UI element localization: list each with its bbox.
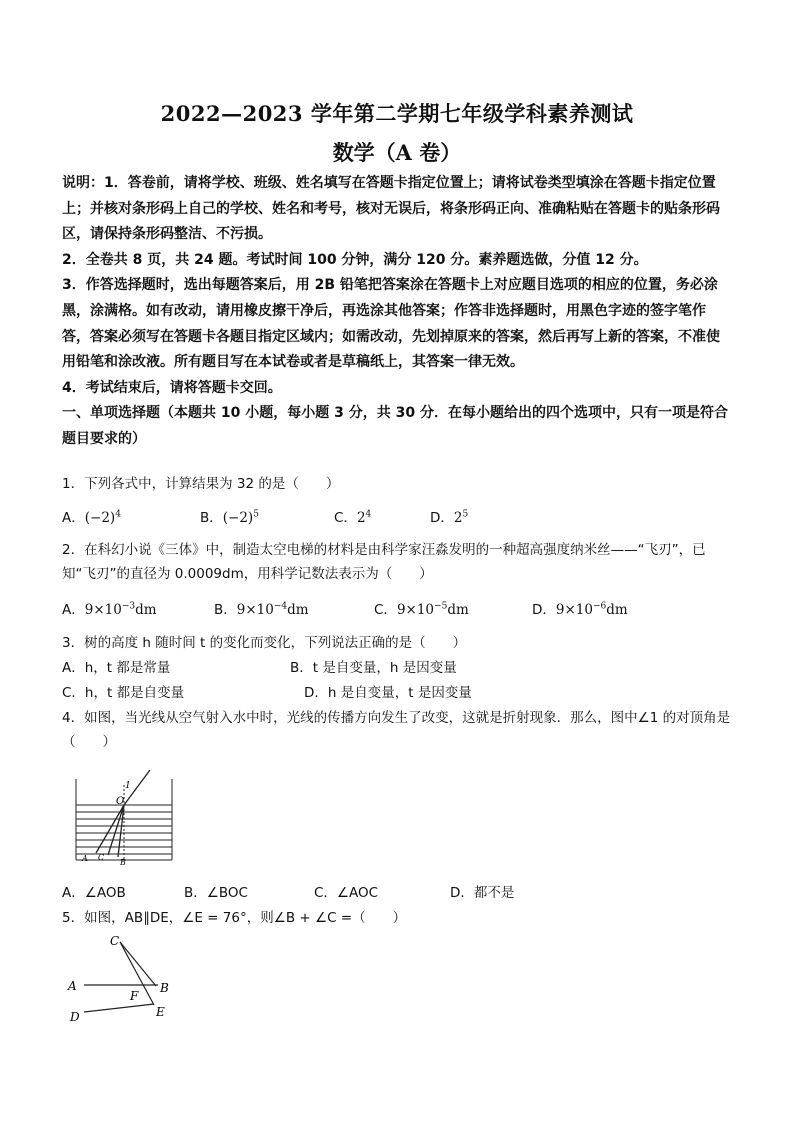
figure-label-c: C [98, 853, 105, 862]
q1-option-b: B．$(-2)^5$ [200, 509, 259, 526]
q4-option-c: C．∠AOC [314, 885, 379, 901]
figure-label-a: A [82, 854, 88, 863]
q3-option-c: C．h，t 都是自变量 [62, 685, 185, 701]
question-3-stem: 3．树的高度 h 随时间 t 的变化而变化，下列说法正确的是（ ） [62, 635, 467, 651]
page-title: 2022—2023 学年第二学期七年级学科素养测试 [160, 101, 634, 126]
instructions [62, 171, 732, 453]
q3-option-a: A．h，t 都是常量 [62, 660, 171, 676]
q4-option-d: D．都不是 [450, 885, 515, 901]
figure-label-b: B [160, 981, 169, 995]
figure-label-b: B [120, 858, 126, 867]
figure-label-f: F [130, 989, 139, 1003]
figure-label-o: O [116, 796, 125, 807]
page-subtitle: 数学（A 卷） [332, 140, 462, 165]
q3-option-b: B．t 是自变量，h 是因变量 [290, 660, 457, 676]
instruction-item: 说明：1．答卷前，请将学校、班级、姓名填写在答题卡指定位置上；请将试卷类型填涂在答题卡指定位置上；并核对条形码上自己的学校、姓名和考号，核对无误后，将条形码正向、准确粘贴在答题卡的贴条形码区，请保持条形码整洁、不污损。 [62, 175, 720, 243]
question-4-stem: 4．如图，当光线从空气射入水中时，光线的传播方向发生了改变，这就是折射现象．那么，图中∠1 的对顶角是（ ） [62, 710, 731, 750]
refraction-figure [62, 765, 182, 870]
q4-option-a: A．∠AOB [62, 885, 126, 901]
q2-option-d: D．$9\times 10^{-6}dm$ [532, 601, 628, 618]
q2-option-c: C．$9\times 10^{-5}dm$ [374, 601, 469, 618]
q1-option-d: D．$2^5$ [430, 509, 469, 526]
instruction-item: 4．考试结束后，请将答题卡交回。 [62, 379, 282, 396]
section-heading: 一、单项选择题（本题共 10 小题，每小题 3 分，共 30 分．在每小题给出的四个选项中，只有一项是符合题目要求的） [62, 405, 728, 447]
q2-option-b: B．$9\times 10^{-4}dm$ [214, 601, 309, 618]
instruction-item: 3．作答选择题时，选出每题答案后，用 2B 铅笔把答案涂在答题卡上对应题目选项的相应的位置，务必涂黑，涂满格。如有改动，请用橡皮擦干净后，再选涂其他答案；作答非选择题时，用黑色字迹的签字笔作答，答案必须写在答题卡各题目指定区域内；如需改动，先划掉原来的答案，然后再写上新的答案，不准使用铅笔和涂改液。所有题目写在本试卷或者是草稿纸上，其答案一律无效。 [62, 277, 720, 371]
figure-label-e: E [156, 1005, 165, 1019]
q2-option-a: A．$9\times 10^{-3}dm$ [62, 601, 157, 618]
instruction-item: 2．全卷共 8 页，共 24 题。考试时间 100 分钟，满分 120 分。素养题选做，分值 12 分。 [62, 251, 648, 268]
figure-label-a: A [68, 979, 77, 993]
question-5-stem: 5．如图，AB∥DE，∠E = 76°，则∠B + ∠C =（ ） [62, 910, 407, 926]
q4-option-b: B．∠BOC [184, 885, 248, 901]
figure-label-c: C [110, 934, 120, 948]
question-1-stem: 1．下列各式中，计算结果为 32 的是（ ） [62, 476, 340, 492]
figure-label-d: D [70, 1010, 80, 1024]
parallel-lines-figure [62, 930, 182, 1025]
question-2-stem: 2．在科幻小说《三体》中，制造太空电梯的材料是由科学家汪淼发明的一种超高强度纳米丝——“飞刃”，已知“飞刃”的直径为 0.0009dm，用科学记数法表示为（ ） [62, 542, 706, 582]
q1-option-a: A．$(-2)^4$ [62, 509, 121, 526]
q1-option-c: C．$2^4$ [334, 509, 372, 526]
figure-label-1: 1 [125, 781, 131, 791]
q3-option-d: D．h 是自变量，t 是因变量 [304, 685, 472, 701]
